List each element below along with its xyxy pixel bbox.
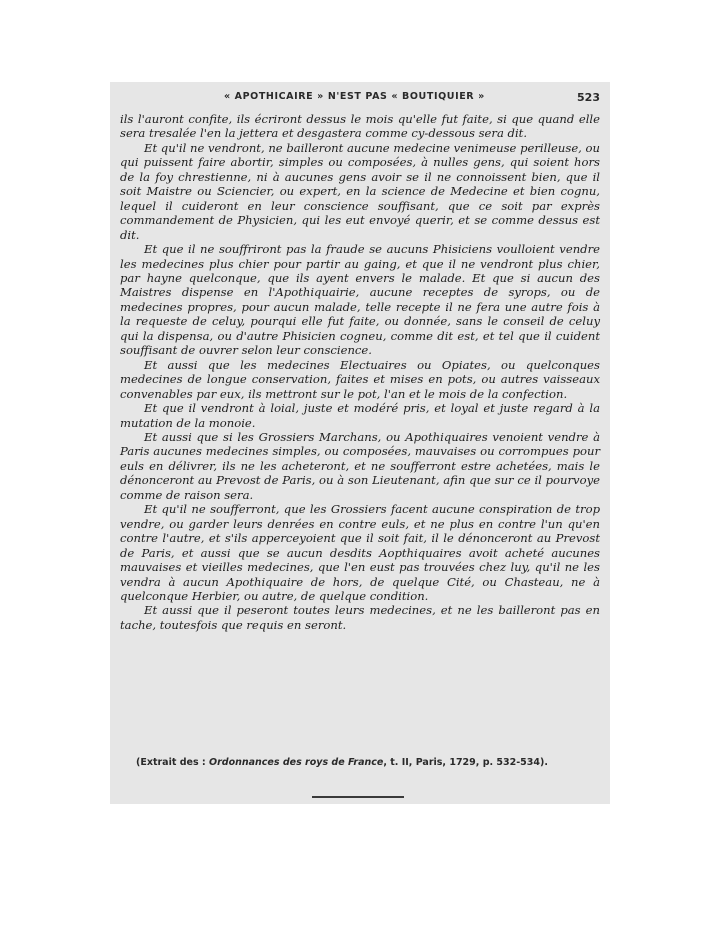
paragraph: Et qu'il ne vendront, ne bailleront aucune medecine venimeuse perilleuse, ou qui puissent faire abortir, simples ou composées, à nulles gens, qui soient hors de la foy chrestienne, ni à aucunes gens avoir se il ne connoissent bien, que il soit Maistre ou Sciencier, ou expert, en la science de Medecine et bien cognu, lequel il cuideront en leur conscience souffisant, que ce soit par exprès commandement de Physicien, qui les eut envoyé querir, et se comme dessus est dit.	[120, 140, 600, 242]
paragraph: Et que il ne souffriront pas la fraude se aucuns Phisiciens voulloient vendre les medecines plus chier pour partir au gaing, et que il ne vendront plus chier, par hayne quelconque, que ils ayent envers le malade. Et que si aucun des Maistres dispense en l'Apothiquairie, aucune receptes de syrops, ou de medecines propres, pour aucun malade, telle recepte il ne fera une autre fois à la requeste de celuy, pourqui elle fut faite, ou donnée, sans le conseil de celuy qui la dispensa, ou d'autre Phisicien cogneu, comme dit est, et tel que il cuident souffisant de ouvrer selon leur conscience.	[120, 242, 600, 358]
paragraph: Et aussi que si les Grossiers Marchans, ou Apothiquaires venoient vendre à Paris aucunes medecines simples, ou composées, mauvaises ou corrompues pour euls en délivrer, ils ne les acheteront, et ne soufferront estre achetées, mais le dénonceront au Prevost de Paris, ou à son Lieutenant, afin que sur ce il pourvoye comme de raison sera.	[120, 429, 600, 502]
paragraph: Et que il vendront à loial, juste et modéré pris, et loyal et juste regard à la mutation de la monoie.	[120, 401, 600, 430]
paragraph: Et aussi que les medecines Electuaires ou Opiates, ou quelconques medecines de longue conservation, faites et mises en pots, ou autres vaisseaux convenables par eux, ils mettront sur le pot, l'an et le mois de la confection.	[120, 357, 600, 401]
source-citation	[136, 756, 598, 770]
page-header	[118, 91, 600, 107]
article-body	[120, 112, 600, 632]
paragraph: Et aussi que il peseront toutes leurs medecines, et ne les bailleront pas en tache, toutesfois que requis en seront.	[120, 603, 600, 632]
paragraph: Et qu'il ne soufferront, que les Grossiers facent aucune conspiration de trop vendre, ou garder leurs denrées en contre euls, et ne plus en contre l'un qu'en contre l'autre, et s'ils apperceyoient que il soit fait, il le dénonceront au Prevost de Paris, et aussi que se aucun desdits Aopthiquaires avoit acheté aucunes mauvaises et vieilles medecines, que l'en eust pas trouvées chez luy, qu'il ne les vendra à aucun Apothiquaire de hors, de quelque Cité, ou Chasteau, ne à quelconque Herbier, ou autre, de quelque condition.	[120, 502, 600, 603]
end-rule	[312, 796, 404, 798]
citation-prefix: (Extrait des :	[136, 757, 210, 768]
citation-title: Ordonnances des roys de France	[209, 757, 384, 768]
running-head: « APOTHICAIRE » N'EST PAS « BOUTIQUIER »	[224, 91, 485, 102]
paragraph: ils l'auront confite, ils écriront dessus le mois qu'elle fut faite, si que quand elle sera tresalée l'en la jettera et desgastera comme cy-dessous sera dit.	[120, 112, 600, 141]
citation-suffix: , t. II, Paris, 1729, p. 532-534).	[383, 757, 548, 768]
page-number: 523	[577, 91, 600, 104]
